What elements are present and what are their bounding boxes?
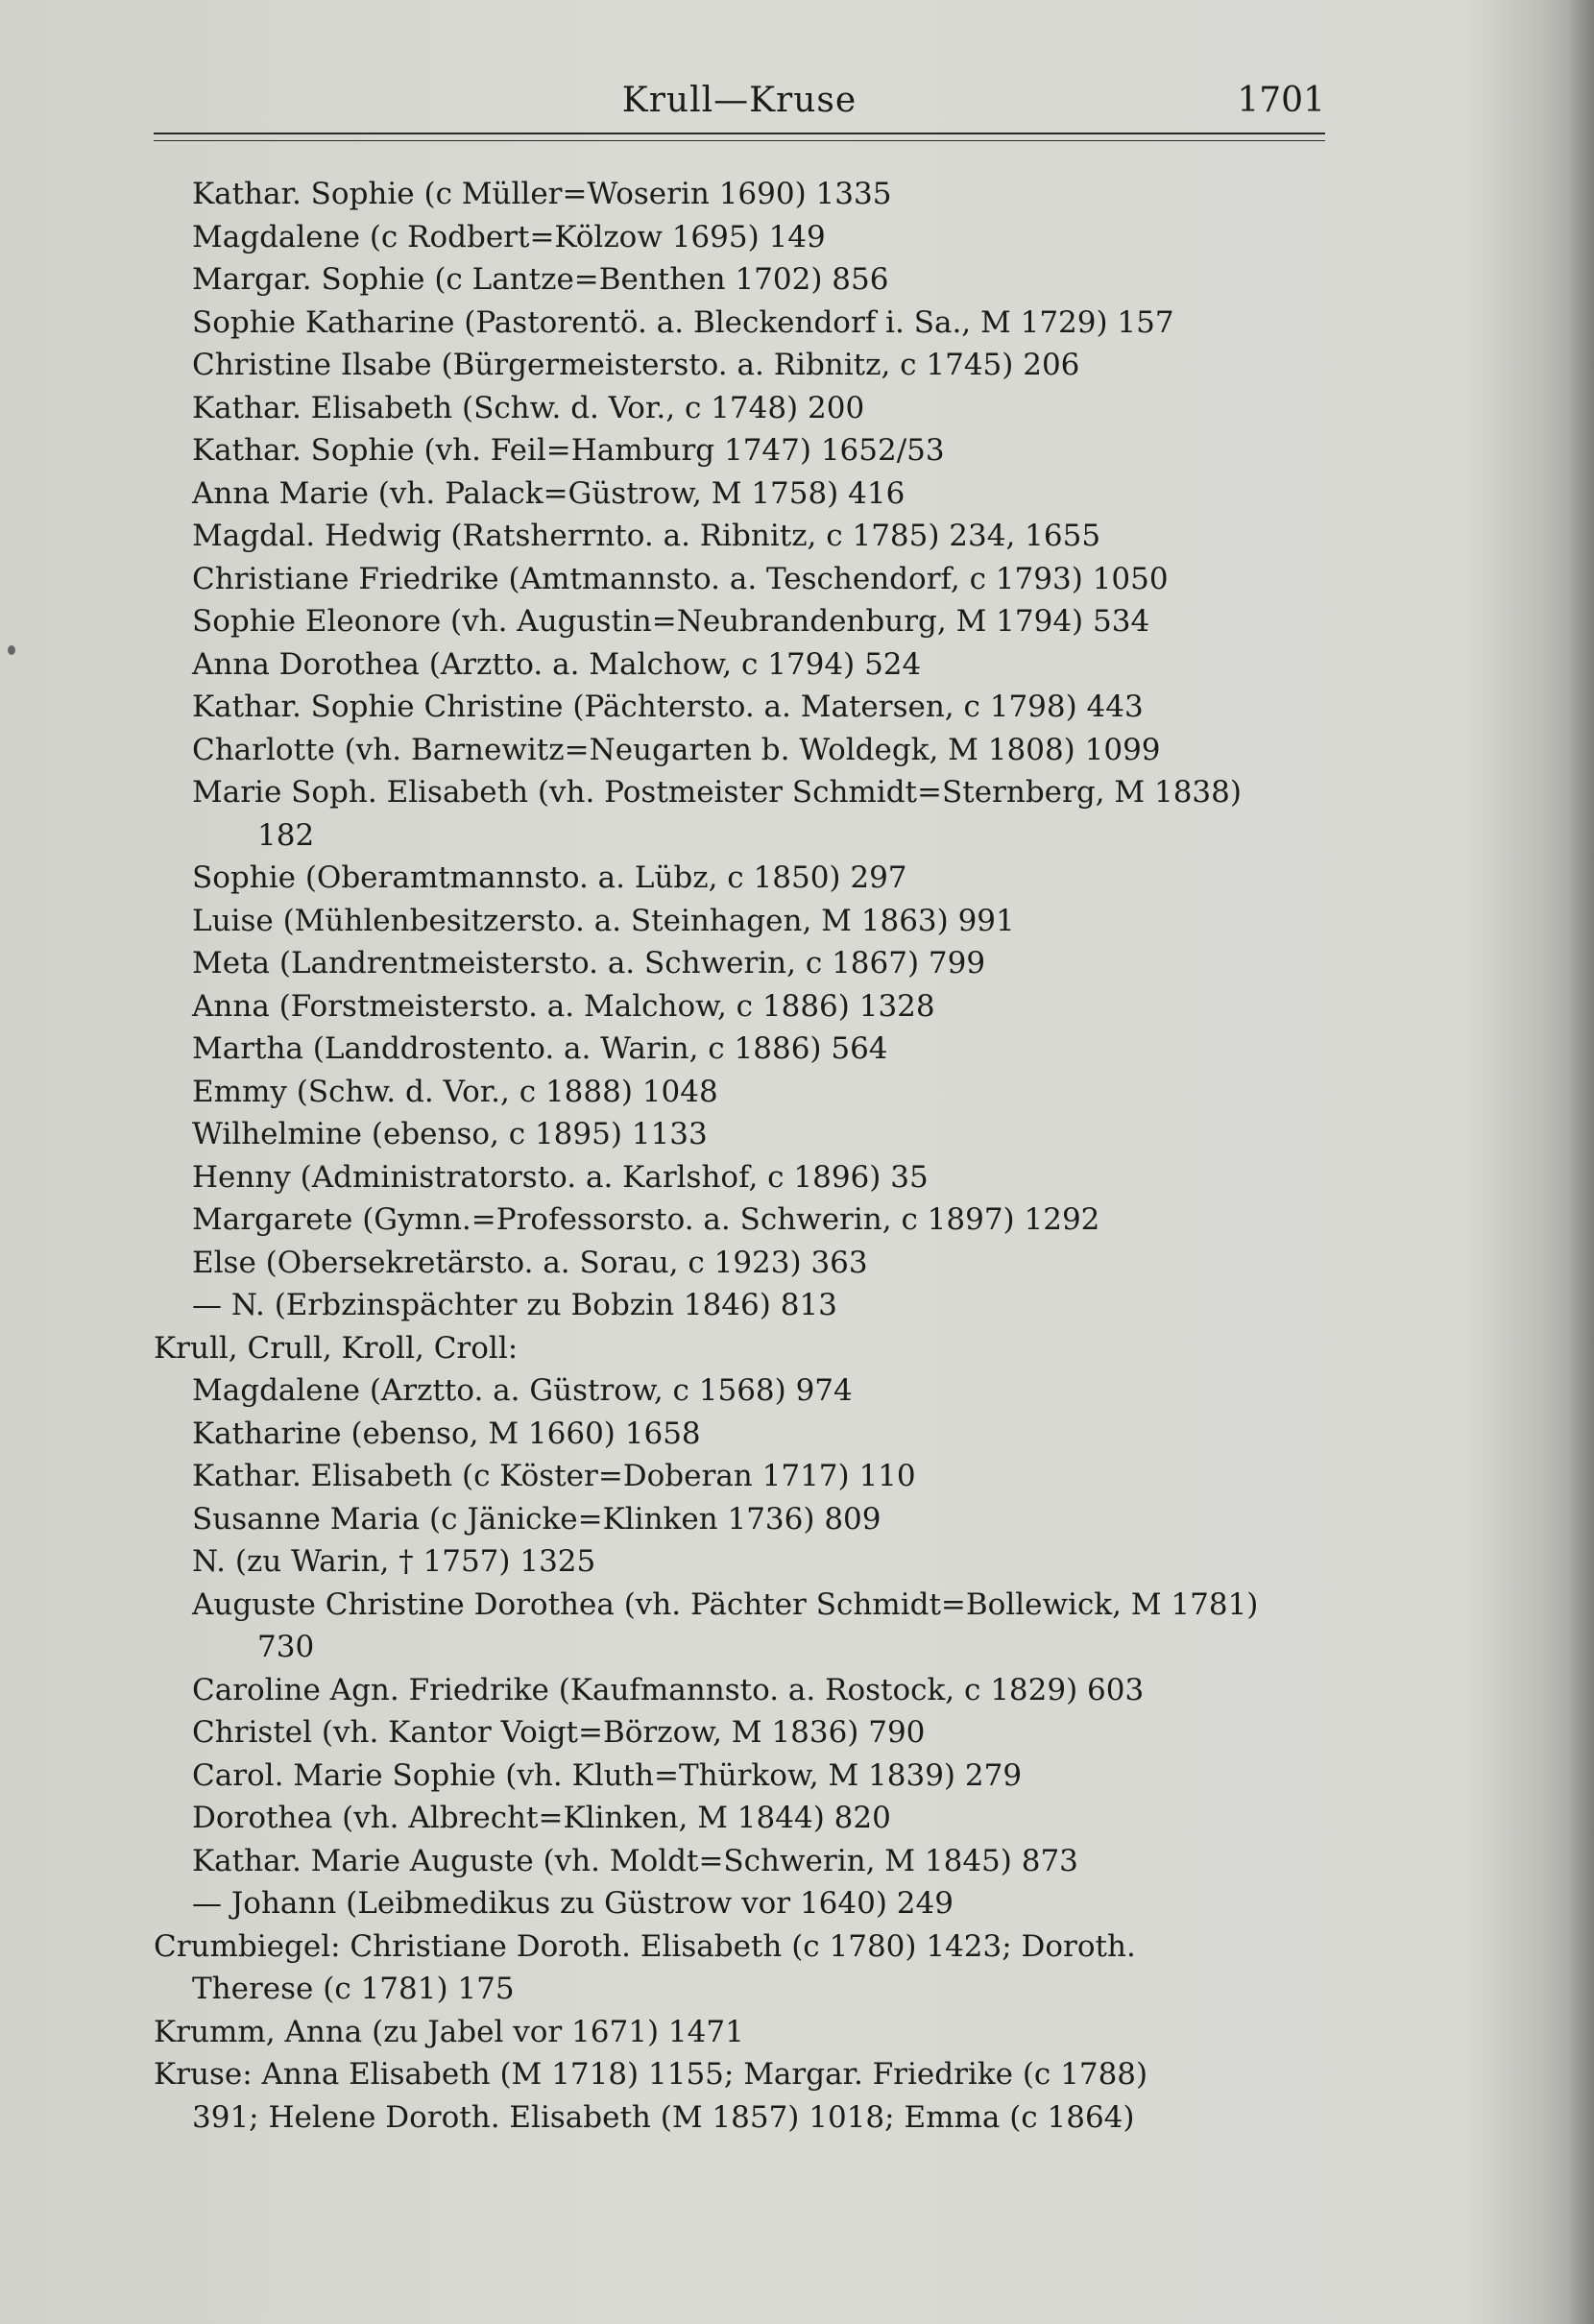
register-entry-line: Charlotte (vh. Barnewitz=Neugarten b. Woldegk, M 1808) 1099 — [192, 732, 1161, 767]
register-entry-line: Anna (Forstmeistersto. a. Malchow, c 1886) 1328 — [192, 988, 935, 1024]
register-entry-line: Meta (Landrentmeistersto. a. Schwerin, c 1867) 799 — [192, 946, 986, 980]
register-entry-line: Katharine (ebenso, M 1660) 1658 — [192, 1416, 701, 1451]
register-entry-line: Marie Soph. Elisabeth (vh. Postmeister Schmidt=Sternberg, M 1838) — [192, 775, 1242, 810]
register-entry-line: Christine Ilsabe (Bürgermeistersto. a. Ribnitz, c 1745) 206 — [192, 348, 1080, 382]
margin-mark — [8, 645, 15, 655]
register-entry-line: Dorothea (vh. Albrecht=Klinken, M 1844) 820 — [192, 1801, 891, 1835]
register-entry-line: Kathar. Elisabeth (c Köster=Doberan 1717) 110 — [192, 1459, 916, 1493]
register-entry-line: Anna Dorothea (Arztto. a. Malchow, c 1794) 524 — [192, 646, 922, 682]
register-headword-line: Kruse: Anna Elisabeth (M 1718) 1155; Margar. Friedrike (c 1788) — [154, 2057, 1148, 2092]
register-entry-line: Magdal. Hedwig (Ratsherrnto. a. Ribnitz, c 1785) 234, 1655 — [192, 519, 1101, 553]
book-spine-shadow — [1569, 0, 1594, 2324]
register-entry-line: Magdalene (Arztto. a. Güstrow, c 1568) 974 — [192, 1373, 853, 1408]
register-entry-line: Magdalene (c Rodbert=Kölzow 1695) 149 — [192, 219, 826, 254]
register-entry-line: 391; Helene Doroth. Elisabeth (M 1857) 1018; Emma (c 1864) — [192, 2099, 1135, 2135]
register-headword-line: Krull, Crull, Kroll, Croll: — [154, 1330, 519, 1366]
register-entry-line: Christiane Friedrike (Amtmannsto. a. Teschendorf, c 1793) 1050 — [192, 561, 1169, 596]
register-entry-line: Auguste Christine Dorothea (vh. Pächter Schmidt=Bollewick, M 1781) — [192, 1586, 1259, 1622]
register-entry-line: Anna Marie (vh. Palack=Güstrow, M 1758) 416 — [192, 475, 906, 511]
register-entry-line: Martha (Landdrostento. a. Warin, c 1886) 564 — [192, 1031, 888, 1066]
running-head: Krull—Kruse — [621, 81, 857, 120]
register-entry-line: Caroline Agn. Friedrike (Kaufmannsto. a. Rostock, c 1829) 603 — [192, 1672, 1145, 1707]
register-entry-line: Luise (Mühlenbesitzersto. a. Steinhagen, M 1863) 991 — [192, 903, 1015, 938]
page-header — [154, 81, 1325, 134]
register-entry-line: Sophie Eleonore (vh. Augustin=Neubrandenburg, M 1794) 534 — [192, 604, 1150, 639]
register-entry-line: Margar. Sophie (c Lantze=Benthen 1702) 856 — [192, 262, 889, 297]
register-entries — [154, 173, 1325, 2139]
register-entry-line: Emmy (Schw. d. Vor., c 1888) 1048 — [192, 1074, 718, 1109]
register-headword-line: Crumbiegel: Christiane Doroth. Elisabeth (c 1780) 1423; Doroth. — [154, 1928, 1136, 1964]
page-number: 1701 — [1237, 81, 1325, 120]
register-entry-line: Wilhelmine (ebenso, c 1895) 1133 — [192, 1117, 708, 1151]
register-entry-line: — Johann (Leibmedikus zu Güstrow vor 1640) 249 — [192, 1886, 954, 1921]
register-entry-line: 182 — [257, 817, 315, 853]
register-entry-line: — N. (Erbzinspächter zu Bobzin 1846) 813 — [192, 1288, 837, 1322]
register-entry-line: Kathar. Sophie (vh. Feil=Hamburg 1747) 1652/53 — [192, 433, 945, 468]
header-rule-thin — [154, 140, 1325, 141]
register-headword-line: Krumm, Anna (zu Jabel vor 1671) 1471 — [154, 2014, 744, 2049]
register-entry-line: N. (zu Warin, † 1757) 1325 — [192, 1544, 596, 1579]
register-entry-line: 730 — [257, 1630, 315, 1664]
register-entry-line: Christel (vh. Kantor Voigt=Börzow, M 1836) 790 — [192, 1715, 926, 1750]
register-entry-line: Else (Obersekretärsto. a. Sorau, c 1923) 363 — [192, 1245, 868, 1280]
register-entry-line: Sophie Katharine (Pastorentö. a. Bleckendorf i. Sa., M 1729) 157 — [192, 304, 1174, 340]
register-entry-line: Kathar. Elisabeth (Schw. d. Vor., c 1748) 200 — [192, 390, 865, 425]
register-entry-line: Therese (c 1781) 175 — [192, 1972, 515, 2006]
register-entry-line: Susanne Maria (c Jänicke=Klinken 1736) 809 — [192, 1501, 882, 1537]
register-entry-line: Sophie (Oberamtmannsto. a. Lübz, c 1850) 297 — [192, 860, 907, 895]
register-entry-line: Kathar. Sophie (c Müller=Woserin 1690) 1335 — [192, 177, 892, 211]
header-rule-thick — [154, 133, 1325, 134]
register-entry-line: Kathar. Sophie Christine (Pächtersto. a. Matersen, c 1798) 443 — [192, 690, 1144, 724]
register-entry-line: Margarete (Gymn.=Professorsto. a. Schwerin, c 1897) 1292 — [192, 1202, 1100, 1237]
register-entry-line: Henny (Administratorsto. a. Karlshof, c 1896) 35 — [192, 1159, 929, 1195]
register-entry-line: Carol. Marie Sophie (vh. Kluth=Thürkow, M 1839) 279 — [192, 1757, 1023, 1793]
register-entry-line: Kathar. Marie Auguste (vh. Moldt=Schwerin, M 1845) 873 — [192, 1843, 1078, 1878]
